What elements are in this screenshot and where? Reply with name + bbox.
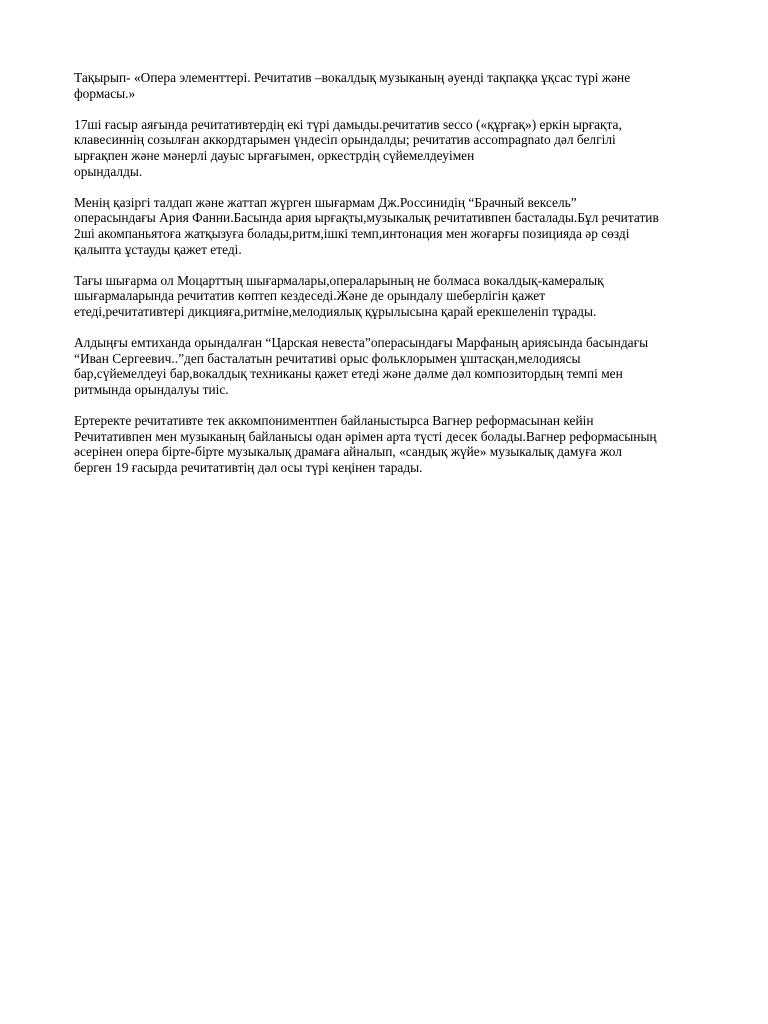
title-paragraph xyxy=(74,70,704,101)
text-line: бар,сүйемелдеуі бар,вокалдық техниканы қажет етеді және дәлме дәл композитордың темпі мен xyxy=(74,366,623,382)
paragraph-recitative-types xyxy=(74,117,704,179)
paragraph-tsarskaya-nevesta xyxy=(74,335,704,397)
text-line: берген 19 ғасырда речитативтің дәл осы түрі кеңінен тарады. xyxy=(74,459,423,475)
text-line: “Иван Сергеевич..”деп басталатын речитативі орыс фольклорымен ұштасқан,мелодиясы xyxy=(74,350,581,366)
text-line: ритмында орындалуы тиіс. xyxy=(74,381,229,397)
paragraph-wagner xyxy=(74,413,704,475)
text-line: клавесиннің созылған аккордтарымен үндесіп орындалды; речитатив accompagnato дәл белгілі xyxy=(74,132,616,148)
text-line: Ертеректе речитативте тек аккомпониментпен байланыстырса Вагнер реформасынан кейін xyxy=(74,413,594,429)
text-line: Тағы шығарма ол Моцарттың шығармалары,операларының не болмаса вокалдық-камералық xyxy=(74,272,604,288)
text-line: әсерінен опера бірте-бірте музыкалық драмаға айналып, «сандық жүйе» музыкалық дамуға жол xyxy=(74,444,622,460)
text-line: операсындағы Ария Фанни.Басында ария ырғақты,музыкалық речитативпен басталады.Бұл речитатив xyxy=(74,210,659,226)
paragraph-mozart xyxy=(74,273,704,320)
text-line: шығармаларында речитатив көптеп кездеседі.Және де орындалу шеберлігін қажет xyxy=(74,288,546,304)
text-line: қалыпта ұстауды қажет етеді. xyxy=(74,241,242,257)
text-line: Алдыңғы емтиханда орындалған “Царская невеста”операсындағы Марфаның ариясында басындағы xyxy=(74,335,649,351)
text-line: формасы.» xyxy=(74,85,136,101)
text-line: Тақырып- «Опера элементтері. Речитатив –вокалдық музыканың әуенді тақпаққа ұқсас түрі және xyxy=(74,70,631,85)
text-line: ырғақпен және мәнерлі дауыс ырғағымен, оркестрдің сүйемелдеуімен xyxy=(74,147,475,163)
text-line: Речитативпен мен музыканың байланысы одан әрімен арта түсті десек болады.Вагнер реформасының xyxy=(74,428,657,444)
text-line: 2ші акомпаньятоға жатқызуға болады,ритм,ішкі темп,интонация мен жоғарғы позицияда әр сөзді xyxy=(74,225,630,241)
document-body xyxy=(74,70,704,491)
paragraph-rossini xyxy=(74,195,704,257)
text-line: орындалды. xyxy=(74,163,143,179)
text-line: етеді,речитативтері дикцияға,ритміне,мелодиялық құрылысына қарай ерекшеленіп тұрады. xyxy=(74,303,597,319)
text-line: 17ші ғасыр аяғында речитативтердің екі түрі дамыды.речитатив secco («құрғақ») еркін ырғақта, xyxy=(74,116,622,132)
text-line: Менің қазіргі талдап және жаттап жүрген шығармам Дж.Россинидің “Брачный вексель” xyxy=(74,194,577,210)
